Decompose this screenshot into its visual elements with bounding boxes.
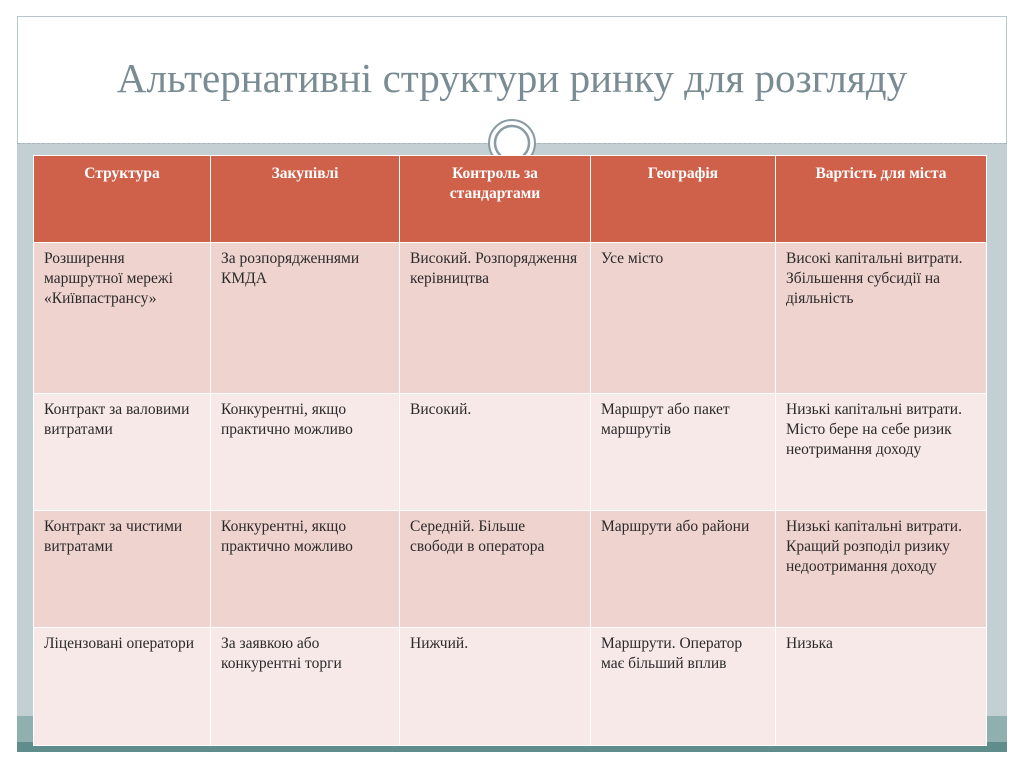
cell-structure: Розширення маршрутної мережі «Київпастрансу» xyxy=(34,243,211,394)
header-procurement: Закупівлі xyxy=(211,156,400,243)
cell-structure: Контракт за валовими витратами xyxy=(34,394,211,511)
cell-standards-control: Високий. xyxy=(400,394,591,511)
table-row xyxy=(34,628,987,746)
cell-city-cost: Високі капітальні витрати. Збільшення субсидії на діяльність xyxy=(776,243,987,394)
cell-geography: Маршрути. Оператор має більший вплив xyxy=(591,628,776,746)
table-row xyxy=(34,243,987,394)
header-standards-control: Контроль за стандартами xyxy=(400,156,591,243)
cell-procurement: За заявкою або конкурентні торги xyxy=(211,628,400,746)
cell-procurement: Конкурентні, якщо практично можливо xyxy=(211,511,400,628)
cell-structure: Ліцензовані оператори xyxy=(34,628,211,746)
cell-standards-control: Середній. Більше свободи в оператора xyxy=(400,511,591,628)
cell-structure: Контракт за чистими витратами xyxy=(34,511,211,628)
cell-geography: Маршрути або райони xyxy=(591,511,776,628)
cell-city-cost: Низька xyxy=(776,628,987,746)
cell-city-cost: Низькі капітальні витрати. Місто бере на себе ризик неотримання доходу xyxy=(776,394,987,511)
cell-procurement: За розпорядженнями КМДА xyxy=(211,243,400,394)
cell-procurement: Конкурентні, якщо практично можливо xyxy=(211,394,400,511)
table-header-row xyxy=(34,156,987,243)
market-structures-table-container xyxy=(33,155,986,746)
header-city-cost: Вартість для міста xyxy=(776,156,987,243)
header-geography: Географія xyxy=(591,156,776,243)
cell-standards-control: Нижчий. xyxy=(400,628,591,746)
market-structures-table xyxy=(33,155,987,746)
left-accent-strip xyxy=(17,144,33,752)
cell-standards-control: Високий. Розпорядження керівництва xyxy=(400,243,591,394)
cell-city-cost: Низькі капітальні витрати. Кращий розподіл ризику недоотримання доходу xyxy=(776,511,987,628)
slide-title: Альтернативні структури ринку для розгляду xyxy=(116,55,908,101)
header-structure: Структура xyxy=(34,156,211,243)
table-row xyxy=(34,394,987,511)
table-row xyxy=(34,511,987,628)
cell-geography: Усе місто xyxy=(591,243,776,394)
cell-geography: Маршрут або пакет маршрутів xyxy=(591,394,776,511)
